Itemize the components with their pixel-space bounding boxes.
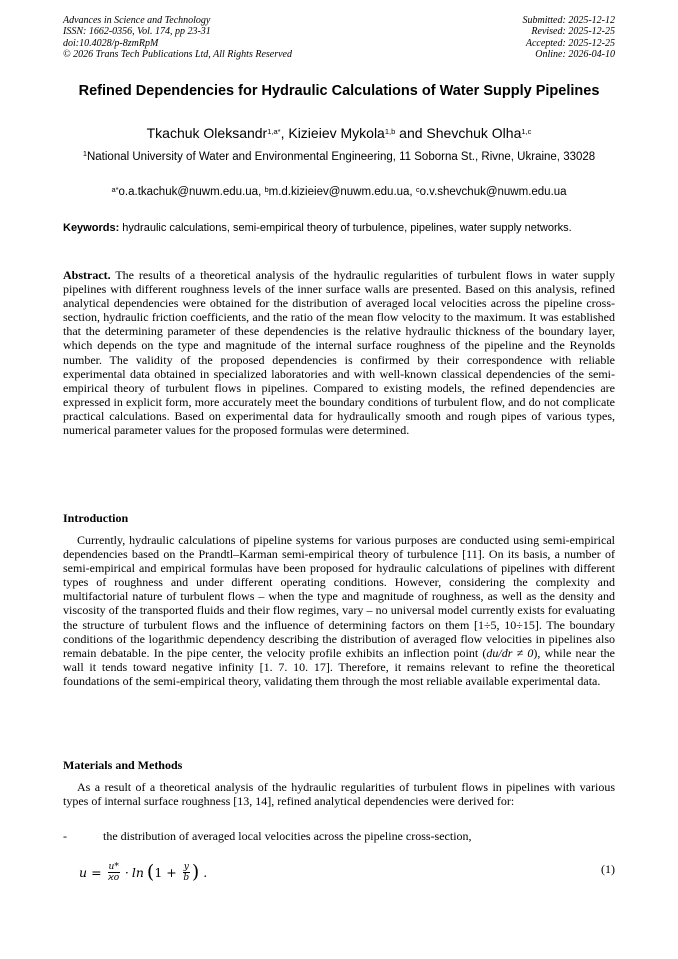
keywords-label: Keywords:: [63, 222, 120, 234]
submission-dates: [523, 15, 616, 60]
author-name: Kizieiev Mykola: [288, 125, 385, 141]
eq-plus: +: [166, 864, 177, 880]
eq-frac-numerator: u*: [108, 861, 119, 872]
journal-doi[interactable]: doi:10.4028/p-8zmRpM: [63, 37, 159, 49]
eq-fraction: [108, 862, 120, 883]
journal-header: [63, 15, 615, 60]
abstract: [63, 268, 615, 437]
email-link[interactable]: m.d.kizieiev@nuwm.edu.ua,: [268, 186, 416, 198]
author-separator: and: [395, 125, 427, 141]
email-mark: b: [264, 185, 269, 194]
author-separator: ,: [280, 125, 289, 141]
eq-frac-denominator: b: [183, 872, 190, 883]
date-submitted: Submitted: 2025-12-12: [522, 15, 615, 26]
eq-fraction: [183, 862, 190, 883]
introduction-text: ), while near the wall it tends toward negative infinity [1. 7. 10. 17]. Therefore, it remains relevant to refine the theoretical foundations of the semi-empirical theory, validating them through the most reliable available experimental data.: [63, 645, 616, 688]
journal-issn: ISSN: 1662-0356, Vol. 174, pp 23-31: [63, 26, 211, 38]
eq-close-paren: ): [191, 860, 200, 883]
eq-equals: =: [91, 864, 102, 880]
keywords-text: hydraulic calculations, semi-empirical theory of turbulence, pipelines, water supply networks.: [119, 222, 572, 234]
date-accepted: Accepted: 2025-12-25: [525, 37, 615, 49]
email-mark: a*: [111, 185, 119, 194]
derivative-expression: du/dr ≠ 0: [486, 645, 534, 660]
date-online: Online: 2026-04-10: [535, 48, 615, 60]
eq-frac-numerator: y: [183, 861, 189, 872]
list-item-text: the distribution of averaged local velocities across the pipeline cross-section,: [103, 829, 472, 843]
paper-title: Refined Dependencies for Hydraulic Calculations of Water Supply Pipelines: [78, 83, 600, 99]
author-affiliation-mark: 1,b: [384, 127, 396, 136]
journal-info: [63, 15, 292, 60]
list-item: [63, 829, 615, 843]
introduction-paragraph: [63, 533, 615, 688]
section-heading-methods: Materials and Methods: [63, 758, 183, 772]
email-link[interactable]: o.v.shevchuk@nuwm.edu.ua: [419, 186, 567, 198]
affiliation: [63, 150, 615, 165]
eq-period: .: [203, 864, 208, 880]
methods-paragraph: As a result of a theoretical analysis of the hydraulic regularities of turbulent flows in pipelines with various types of internal surface roughness [13, 14], refined analytical dependencies were derived for:: [63, 780, 615, 809]
email-mark: c: [415, 185, 420, 194]
author-affiliation-mark: 1,c: [521, 127, 532, 136]
equation-1: [63, 857, 615, 887]
eq-lhs: u: [79, 864, 88, 880]
equation-body: [79, 857, 207, 887]
keywords: [63, 221, 615, 235]
date-revised: Revised: 2025-12-25: [531, 26, 615, 38]
author-affiliation-mark: 1,a*: [267, 127, 281, 136]
introduction-text: Currently, hydraulic calculations of pipeline systems for various purposes are conducted using semi-empirical dependencies based on the Prandtl–Karman semi-empirical theory of turbulence [11]. On its basis, a number of semi-empirical and empirical formulas have been proposed for hydraulic calculations of pipelines with different types of roughness and under different operating conditions. However, considering the complexity and multifactorial nature of turbulent flows – when the type and magnitude of roughness, as well as the density and viscosity of the transported fluids and their flow regimes, vary – no universal model currently exists for evaluating the structure of turbulent flows and the influence of determining factors on them [1÷5, 10÷15]. The boundary conditions of the logarithmic dependency describing the distribution of averaged flow velocities in pipelines also remain debatable. In the pipe center, the velocity profile exhibits an inflection point (: [63, 533, 615, 660]
author-list: [63, 125, 615, 142]
author-name: Tkachuk Oleksandr: [146, 125, 268, 141]
author-name: Shevchuk Olha: [426, 125, 522, 141]
journal-copyright: © 2026 Trans Tech Publications Ltd, All Rights Reserved: [63, 48, 292, 60]
abstract-text: The results of a theoretical analysis of the hydraulic regularities of turbulent flows in water supply pipelines with different roughness levels of the inner surface walls are presented. Based on this analysis, refined analytical dependencies were obtained for the distribution of averaged local velocities across the pipeline cross-section, hydraulic friction coefficients, and the ratio of the mean flow velocity to the maximum. It was established that the determining parameter of these dependencies is the relative hydraulic thickness of the boundary layer, which depends on the type and magnitude of the internal surface roughness of the pipeline and the Reynolds number. The validity of the proposed dependencies is confirmed by their correspondence with reliable experimental data obtained in specialized laboratories and with well-known classical dependencies of the semi-empirical theory of turbulent flows in pipelines. Compared to existing models, the refined dependencies are expressed in explicit form, more accurately meet the boundary conditions of turbulent flow, and do not complicate practical calculations. Based on experimental data for hydraulically smooth and rough pipes of various types, numerical parameter values for the proposed formulas were determined.: [63, 268, 615, 438]
equation-number: (1): [601, 862, 615, 876]
eq-function: ln: [131, 864, 144, 880]
affiliation-text: National University of Water and Environmental Engineering, 11 Soborna St., Rivne, Ukraine, 33028: [86, 151, 596, 163]
eq-open-paren: (: [146, 860, 155, 883]
eq-frac-denominator: ϰo: [108, 872, 120, 883]
journal-name: Advances in Science and Technology: [63, 15, 211, 26]
section-heading-introduction: Introduction: [63, 511, 129, 525]
abstract-label: Abstract.: [63, 268, 111, 282]
author-emails: [63, 185, 615, 200]
affiliation-mark: 1: [82, 149, 87, 158]
email-link[interactable]: o.a.tkachuk@nuwm.edu.ua,: [118, 186, 265, 198]
eq-one: 1: [154, 864, 163, 880]
eq-dot: ·: [124, 864, 129, 880]
list-dash: -: [63, 829, 67, 843]
